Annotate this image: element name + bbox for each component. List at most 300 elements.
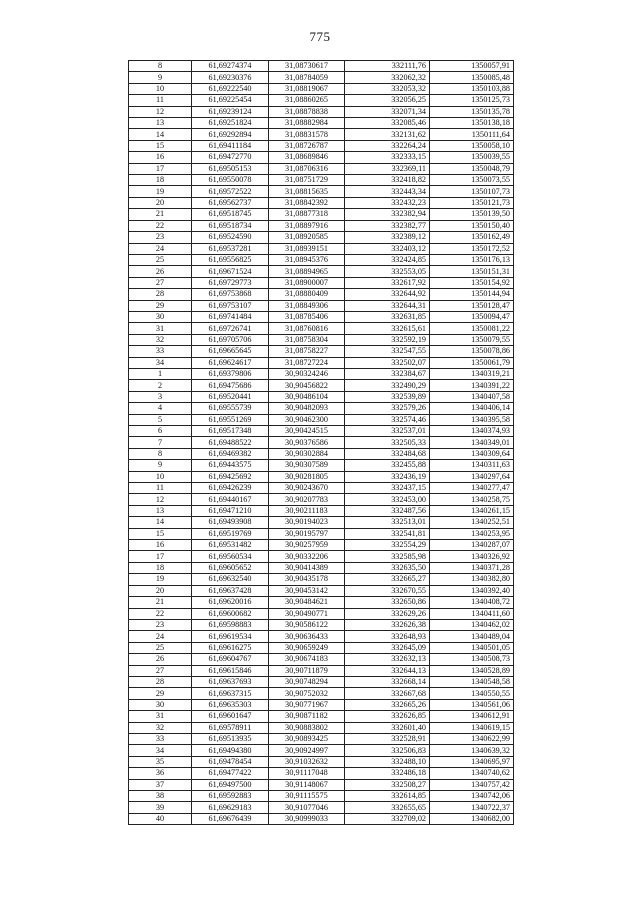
latitude-cell: 61,69632540 bbox=[192, 574, 269, 585]
longitude-cell: 31,08900007 bbox=[269, 277, 345, 288]
point-number-cell: 39 bbox=[129, 802, 192, 813]
table-row bbox=[129, 460, 514, 471]
point-number-cell: 27 bbox=[129, 665, 192, 676]
longitude-cell: 30,90752032 bbox=[269, 688, 345, 699]
x-coordinate-cell: 332629,26 bbox=[345, 608, 430, 619]
x-coordinate-cell: 332655,65 bbox=[345, 802, 430, 813]
x-coordinate-cell: 332484,68 bbox=[345, 448, 430, 459]
latitude-cell: 61,69578911 bbox=[192, 722, 269, 733]
y-coordinate-cell: 1340561,06 bbox=[430, 699, 514, 710]
latitude-cell: 61,69520441 bbox=[192, 391, 269, 402]
point-number-cell: 25 bbox=[129, 642, 192, 653]
point-number-cell: 29 bbox=[129, 688, 192, 699]
table-row bbox=[129, 437, 514, 448]
table-row bbox=[129, 300, 514, 311]
latitude-cell: 61,69741484 bbox=[192, 311, 269, 322]
latitude-cell: 61,69488522 bbox=[192, 437, 269, 448]
y-coordinate-cell: 1340550,55 bbox=[430, 688, 514, 699]
table-row bbox=[129, 619, 514, 630]
y-coordinate-cell: 1340277,47 bbox=[430, 483, 514, 494]
table-row bbox=[129, 517, 514, 528]
y-coordinate-cell: 1340501,05 bbox=[430, 642, 514, 653]
y-coordinate-cell: 1340489,04 bbox=[430, 631, 514, 642]
x-coordinate-cell: 332632,13 bbox=[345, 654, 430, 665]
y-coordinate-cell: 1350139,50 bbox=[430, 209, 514, 220]
point-number-cell: 10 bbox=[129, 83, 192, 94]
point-number-cell: 40 bbox=[129, 813, 192, 824]
x-coordinate-cell: 332455,88 bbox=[345, 460, 430, 471]
point-number-cell: 6 bbox=[129, 426, 192, 437]
point-number-cell: 13 bbox=[129, 118, 192, 129]
table-row bbox=[129, 186, 514, 197]
longitude-cell: 30,90636433 bbox=[269, 631, 345, 642]
longitude-cell: 30,90456822 bbox=[269, 380, 345, 391]
latitude-cell: 61,69600682 bbox=[192, 608, 269, 619]
point-number-cell: 9 bbox=[129, 72, 192, 83]
latitude-cell: 61,69604767 bbox=[192, 654, 269, 665]
point-number-cell: 17 bbox=[129, 163, 192, 174]
longitude-cell: 30,90332206 bbox=[269, 551, 345, 562]
longitude-cell: 31,08730617 bbox=[269, 61, 345, 72]
point-number-cell: 16 bbox=[129, 540, 192, 551]
table-row bbox=[129, 391, 514, 402]
latitude-cell: 61,69443575 bbox=[192, 460, 269, 471]
y-coordinate-cell: 1340311,63 bbox=[430, 460, 514, 471]
longitude-cell: 31,08726787 bbox=[269, 140, 345, 151]
point-number-cell: 11 bbox=[129, 95, 192, 106]
y-coordinate-cell: 1340695,97 bbox=[430, 756, 514, 767]
point-number-cell: 18 bbox=[129, 562, 192, 573]
point-number-cell: 27 bbox=[129, 277, 192, 288]
latitude-cell: 61,69616275 bbox=[192, 642, 269, 653]
latitude-cell: 61,69637428 bbox=[192, 585, 269, 596]
y-coordinate-cell: 1340319,21 bbox=[430, 368, 514, 379]
x-coordinate-cell: 332389,12 bbox=[345, 232, 430, 243]
x-coordinate-cell: 332382,94 bbox=[345, 209, 430, 220]
latitude-cell: 61,69425692 bbox=[192, 471, 269, 482]
latitude-cell: 61,69550078 bbox=[192, 175, 269, 186]
point-number-cell: 28 bbox=[129, 676, 192, 687]
latitude-cell: 61,69440167 bbox=[192, 494, 269, 505]
x-coordinate-cell: 332264,24 bbox=[345, 140, 430, 151]
table-row bbox=[129, 733, 514, 744]
longitude-cell: 30,90883802 bbox=[269, 722, 345, 733]
point-number-cell: 34 bbox=[129, 357, 192, 368]
y-coordinate-cell: 1340722,37 bbox=[430, 802, 514, 813]
latitude-cell: 61,69601647 bbox=[192, 711, 269, 722]
point-number-cell: 23 bbox=[129, 619, 192, 630]
y-coordinate-cell: 1350094,47 bbox=[430, 311, 514, 322]
latitude-cell: 61,69505153 bbox=[192, 163, 269, 174]
latitude-cell: 61,69518734 bbox=[192, 220, 269, 231]
point-number-cell: 19 bbox=[129, 186, 192, 197]
longitude-cell: 30,90490771 bbox=[269, 608, 345, 619]
y-coordinate-cell: 1340612,91 bbox=[430, 711, 514, 722]
table-row bbox=[129, 175, 514, 186]
point-number-cell: 33 bbox=[129, 733, 192, 744]
point-number-cell: 3 bbox=[129, 391, 192, 402]
x-coordinate-cell: 332644,31 bbox=[345, 300, 430, 311]
y-coordinate-cell: 1350125,73 bbox=[430, 95, 514, 106]
latitude-cell: 61,69222540 bbox=[192, 83, 269, 94]
y-coordinate-cell: 1340374,93 bbox=[430, 426, 514, 437]
point-number-cell: 14 bbox=[129, 517, 192, 528]
longitude-cell: 31,08819067 bbox=[269, 83, 345, 94]
longitude-cell: 31,08727224 bbox=[269, 357, 345, 368]
latitude-cell: 61,69379806 bbox=[192, 368, 269, 379]
x-coordinate-cell: 332056,25 bbox=[345, 95, 430, 106]
table-row bbox=[129, 631, 514, 642]
x-coordinate-cell: 332062,32 bbox=[345, 72, 430, 83]
x-coordinate-cell: 332650,86 bbox=[345, 597, 430, 608]
latitude-cell: 61,69239124 bbox=[192, 106, 269, 117]
table-row bbox=[129, 140, 514, 151]
point-number-cell: 32 bbox=[129, 722, 192, 733]
x-coordinate-cell: 332626,38 bbox=[345, 619, 430, 630]
y-coordinate-cell: 1340382,80 bbox=[430, 574, 514, 585]
longitude-cell: 31,08784059 bbox=[269, 72, 345, 83]
table-row bbox=[129, 654, 514, 665]
longitude-cell: 30,90302884 bbox=[269, 448, 345, 459]
longitude-cell: 30,90486104 bbox=[269, 391, 345, 402]
table-row bbox=[129, 699, 514, 710]
point-number-cell: 15 bbox=[129, 140, 192, 151]
y-coordinate-cell: 1350162,49 bbox=[430, 232, 514, 243]
point-number-cell: 31 bbox=[129, 323, 192, 334]
longitude-cell: 30,90771967 bbox=[269, 699, 345, 710]
x-coordinate-cell: 332508,27 bbox=[345, 779, 430, 790]
table-row bbox=[129, 779, 514, 790]
x-coordinate-cell: 332614,85 bbox=[345, 791, 430, 802]
table-row bbox=[129, 642, 514, 653]
longitude-cell: 30,90435178 bbox=[269, 574, 345, 585]
table-row bbox=[129, 220, 514, 231]
x-coordinate-cell: 332488,10 bbox=[345, 756, 430, 767]
longitude-cell: 30,90462300 bbox=[269, 414, 345, 425]
table-row bbox=[129, 711, 514, 722]
y-coordinate-cell: 1340395,58 bbox=[430, 414, 514, 425]
longitude-cell: 30,91077046 bbox=[269, 802, 345, 813]
y-coordinate-cell: 1350073,55 bbox=[430, 175, 514, 186]
point-number-cell: 26 bbox=[129, 266, 192, 277]
table-row bbox=[129, 95, 514, 106]
table-row bbox=[129, 118, 514, 129]
y-coordinate-cell: 1340740,62 bbox=[430, 768, 514, 779]
latitude-cell: 61,69676439 bbox=[192, 813, 269, 824]
latitude-cell: 61,69555739 bbox=[192, 403, 269, 414]
x-coordinate-cell: 332490,29 bbox=[345, 380, 430, 391]
point-number-cell: 11 bbox=[129, 483, 192, 494]
x-coordinate-cell: 332645,09 bbox=[345, 642, 430, 653]
y-coordinate-cell: 1340253,95 bbox=[430, 528, 514, 539]
table-row bbox=[129, 494, 514, 505]
longitude-cell: 30,90257959 bbox=[269, 540, 345, 551]
latitude-cell: 61,69551269 bbox=[192, 414, 269, 425]
y-coordinate-cell: 1350144,94 bbox=[430, 289, 514, 300]
x-coordinate-cell: 332601,40 bbox=[345, 722, 430, 733]
y-coordinate-cell: 1340309,64 bbox=[430, 448, 514, 459]
y-coordinate-cell: 1350150,40 bbox=[430, 220, 514, 231]
table-row bbox=[129, 528, 514, 539]
point-number-cell: 12 bbox=[129, 106, 192, 117]
table-row bbox=[129, 414, 514, 425]
latitude-cell: 61,69472770 bbox=[192, 152, 269, 163]
longitude-cell: 31,08882984 bbox=[269, 118, 345, 129]
latitude-cell: 61,69665645 bbox=[192, 346, 269, 357]
y-coordinate-cell: 1340508,73 bbox=[430, 654, 514, 665]
latitude-cell: 61,69524590 bbox=[192, 232, 269, 243]
x-coordinate-cell: 332585,98 bbox=[345, 551, 430, 562]
latitude-cell: 61,69556825 bbox=[192, 254, 269, 265]
y-coordinate-cell: 1350061,79 bbox=[430, 357, 514, 368]
latitude-cell: 61,69562737 bbox=[192, 197, 269, 208]
x-coordinate-cell: 332579,26 bbox=[345, 403, 430, 414]
y-coordinate-cell: 1350154,92 bbox=[430, 277, 514, 288]
latitude-cell: 61,69493908 bbox=[192, 517, 269, 528]
y-coordinate-cell: 1350079,55 bbox=[430, 334, 514, 345]
table-row bbox=[129, 756, 514, 767]
longitude-cell: 30,90999033 bbox=[269, 813, 345, 824]
y-coordinate-cell: 1340682,00 bbox=[430, 813, 514, 824]
latitude-cell: 61,69635303 bbox=[192, 699, 269, 710]
longitude-cell: 30,90376586 bbox=[269, 437, 345, 448]
longitude-cell: 31,08894965 bbox=[269, 266, 345, 277]
table-row bbox=[129, 254, 514, 265]
point-number-cell: 35 bbox=[129, 756, 192, 767]
x-coordinate-cell: 332453,00 bbox=[345, 494, 430, 505]
point-number-cell: 13 bbox=[129, 505, 192, 516]
point-number-cell: 25 bbox=[129, 254, 192, 265]
x-coordinate-cell: 332644,92 bbox=[345, 289, 430, 300]
y-coordinate-cell: 1350048,79 bbox=[430, 163, 514, 174]
latitude-cell: 61,69517348 bbox=[192, 426, 269, 437]
table-row bbox=[129, 209, 514, 220]
latitude-cell: 61,69624617 bbox=[192, 357, 269, 368]
latitude-cell: 61,69637315 bbox=[192, 688, 269, 699]
longitude-cell: 30,90281805 bbox=[269, 471, 345, 482]
latitude-cell: 61,69513935 bbox=[192, 733, 269, 744]
latitude-cell: 61,69518745 bbox=[192, 209, 269, 220]
longitude-cell: 30,90586122 bbox=[269, 619, 345, 630]
y-coordinate-cell: 1340408,72 bbox=[430, 597, 514, 608]
latitude-cell: 61,69519769 bbox=[192, 528, 269, 539]
table-row bbox=[129, 368, 514, 379]
point-number-cell: 31 bbox=[129, 711, 192, 722]
x-coordinate-cell: 332626,85 bbox=[345, 711, 430, 722]
x-coordinate-cell: 332369,11 bbox=[345, 163, 430, 174]
longitude-cell: 31,08860265 bbox=[269, 95, 345, 106]
latitude-cell: 61,69619534 bbox=[192, 631, 269, 642]
x-coordinate-cell: 332574,46 bbox=[345, 414, 430, 425]
point-number-cell: 22 bbox=[129, 608, 192, 619]
y-coordinate-cell: 1350176,13 bbox=[430, 254, 514, 265]
y-coordinate-cell: 1340391,22 bbox=[430, 380, 514, 391]
table-row bbox=[129, 665, 514, 676]
x-coordinate-cell: 332665,26 bbox=[345, 699, 430, 710]
point-number-cell: 20 bbox=[129, 585, 192, 596]
longitude-cell: 31,08877318 bbox=[269, 209, 345, 220]
longitude-cell: 30,90414389 bbox=[269, 562, 345, 573]
point-number-cell: 22 bbox=[129, 220, 192, 231]
latitude-cell: 61,69478454 bbox=[192, 756, 269, 767]
point-number-cell: 10 bbox=[129, 471, 192, 482]
longitude-cell: 30,91148067 bbox=[269, 779, 345, 790]
longitude-cell: 31,08689846 bbox=[269, 152, 345, 163]
x-coordinate-cell: 332670,55 bbox=[345, 585, 430, 596]
point-number-cell: 38 bbox=[129, 791, 192, 802]
point-number-cell: 21 bbox=[129, 597, 192, 608]
table-row bbox=[129, 676, 514, 687]
longitude-cell: 31,08880409 bbox=[269, 289, 345, 300]
point-number-cell: 2 bbox=[129, 380, 192, 391]
x-coordinate-cell: 332111,76 bbox=[345, 61, 430, 72]
x-coordinate-cell: 332665,27 bbox=[345, 574, 430, 585]
table-row bbox=[129, 232, 514, 243]
x-coordinate-cell: 332539,89 bbox=[345, 391, 430, 402]
latitude-cell: 61,69411184 bbox=[192, 140, 269, 151]
table-row bbox=[129, 426, 514, 437]
longitude-cell: 31,08815635 bbox=[269, 186, 345, 197]
table-row bbox=[129, 357, 514, 368]
point-number-cell: 8 bbox=[129, 448, 192, 459]
x-coordinate-cell: 332553,05 bbox=[345, 266, 430, 277]
table-row bbox=[129, 448, 514, 459]
table-row bbox=[129, 334, 514, 345]
latitude-cell: 61,69605652 bbox=[192, 562, 269, 573]
longitude-cell: 30,90453142 bbox=[269, 585, 345, 596]
point-number-cell: 1 bbox=[129, 368, 192, 379]
x-coordinate-cell: 332432,23 bbox=[345, 197, 430, 208]
point-number-cell: 16 bbox=[129, 152, 192, 163]
point-number-cell: 32 bbox=[129, 334, 192, 345]
x-coordinate-cell: 332631,85 bbox=[345, 311, 430, 322]
longitude-cell: 31,08939151 bbox=[269, 243, 345, 254]
x-coordinate-cell: 332487,56 bbox=[345, 505, 430, 516]
point-number-cell: 37 bbox=[129, 779, 192, 790]
point-number-cell: 12 bbox=[129, 494, 192, 505]
table-row bbox=[129, 562, 514, 573]
x-coordinate-cell: 332648,93 bbox=[345, 631, 430, 642]
latitude-cell: 61,69598883 bbox=[192, 619, 269, 630]
longitude-cell: 30,90243670 bbox=[269, 483, 345, 494]
y-coordinate-cell: 1350057,91 bbox=[430, 61, 514, 72]
point-number-cell: 7 bbox=[129, 437, 192, 448]
point-number-cell: 18 bbox=[129, 175, 192, 186]
x-coordinate-cell: 332541,81 bbox=[345, 528, 430, 539]
point-number-cell: 19 bbox=[129, 574, 192, 585]
y-coordinate-cell: 1340252,51 bbox=[430, 517, 514, 528]
page-number: 775 bbox=[309, 29, 331, 44]
point-number-cell: 4 bbox=[129, 403, 192, 414]
coordinates-table bbox=[128, 60, 514, 825]
coordinates-table-body bbox=[129, 61, 514, 825]
y-coordinate-cell: 1350135,78 bbox=[430, 106, 514, 117]
longitude-cell: 31,08945376 bbox=[269, 254, 345, 265]
latitude-cell: 61,69225454 bbox=[192, 95, 269, 106]
latitude-cell: 61,69531482 bbox=[192, 540, 269, 551]
longitude-cell: 30,90711879 bbox=[269, 665, 345, 676]
y-coordinate-cell: 1340619,15 bbox=[430, 722, 514, 733]
table-row bbox=[129, 266, 514, 277]
y-coordinate-cell: 1350103,88 bbox=[430, 83, 514, 94]
longitude-cell: 30,90484621 bbox=[269, 597, 345, 608]
point-number-cell: 34 bbox=[129, 745, 192, 756]
latitude-cell: 61,69494380 bbox=[192, 745, 269, 756]
y-coordinate-cell: 1340406,14 bbox=[430, 403, 514, 414]
latitude-cell: 61,69497500 bbox=[192, 779, 269, 790]
latitude-cell: 61,69477422 bbox=[192, 768, 269, 779]
x-coordinate-cell: 332333,15 bbox=[345, 152, 430, 163]
latitude-cell: 61,69753107 bbox=[192, 300, 269, 311]
longitude-cell: 30,90324246 bbox=[269, 368, 345, 379]
table-row bbox=[129, 129, 514, 140]
longitude-cell: 30,90207783 bbox=[269, 494, 345, 505]
table-row bbox=[129, 768, 514, 779]
latitude-cell: 61,69620016 bbox=[192, 597, 269, 608]
latitude-cell: 61,69230376 bbox=[192, 72, 269, 83]
point-number-cell: 20 bbox=[129, 197, 192, 208]
table-row bbox=[129, 471, 514, 482]
x-coordinate-cell: 332709,02 bbox=[345, 813, 430, 824]
point-number-cell: 26 bbox=[129, 654, 192, 665]
latitude-cell: 61,69592883 bbox=[192, 791, 269, 802]
x-coordinate-cell: 332668,14 bbox=[345, 676, 430, 687]
y-coordinate-cell: 1340639,32 bbox=[430, 745, 514, 756]
x-coordinate-cell: 332418,82 bbox=[345, 175, 430, 186]
point-number-cell: 17 bbox=[129, 551, 192, 562]
point-number-cell: 30 bbox=[129, 699, 192, 710]
longitude-cell: 30,90424515 bbox=[269, 426, 345, 437]
y-coordinate-cell: 1350128,47 bbox=[430, 300, 514, 311]
x-coordinate-cell: 332071,34 bbox=[345, 106, 430, 117]
x-coordinate-cell: 332403,12 bbox=[345, 243, 430, 254]
table-row bbox=[129, 61, 514, 72]
longitude-cell: 31,08878838 bbox=[269, 106, 345, 117]
table-row bbox=[129, 289, 514, 300]
point-number-cell: 30 bbox=[129, 311, 192, 322]
point-number-cell: 5 bbox=[129, 414, 192, 425]
y-coordinate-cell: 1340548,58 bbox=[430, 676, 514, 687]
latitude-cell: 61,69560534 bbox=[192, 551, 269, 562]
table-row bbox=[129, 83, 514, 94]
latitude-cell: 61,69469382 bbox=[192, 448, 269, 459]
table-row bbox=[129, 745, 514, 756]
y-coordinate-cell: 1340371,28 bbox=[430, 562, 514, 573]
table-row bbox=[129, 722, 514, 733]
longitude-cell: 31,08751729 bbox=[269, 175, 345, 186]
longitude-cell: 30,90307589 bbox=[269, 460, 345, 471]
x-coordinate-cell: 332443,34 bbox=[345, 186, 430, 197]
latitude-cell: 61,69292894 bbox=[192, 129, 269, 140]
longitude-cell: 30,90194023 bbox=[269, 517, 345, 528]
y-coordinate-cell: 1350151,31 bbox=[430, 266, 514, 277]
y-coordinate-cell: 1350081,22 bbox=[430, 323, 514, 334]
latitude-cell: 61,69705706 bbox=[192, 334, 269, 345]
x-coordinate-cell: 332131,62 bbox=[345, 129, 430, 140]
longitude-cell: 31,08785406 bbox=[269, 311, 345, 322]
y-coordinate-cell: 1350111,64 bbox=[430, 129, 514, 140]
table-row bbox=[129, 403, 514, 414]
longitude-cell: 30,90871182 bbox=[269, 711, 345, 722]
longitude-cell: 30,91115575 bbox=[269, 791, 345, 802]
table-row bbox=[129, 311, 514, 322]
table-row bbox=[129, 323, 514, 334]
longitude-cell: 31,08920585 bbox=[269, 232, 345, 243]
longitude-cell: 31,08706316 bbox=[269, 163, 345, 174]
y-coordinate-cell: 1340392,40 bbox=[430, 585, 514, 596]
longitude-cell: 31,08758304 bbox=[269, 334, 345, 345]
y-coordinate-cell: 1350085,48 bbox=[430, 72, 514, 83]
